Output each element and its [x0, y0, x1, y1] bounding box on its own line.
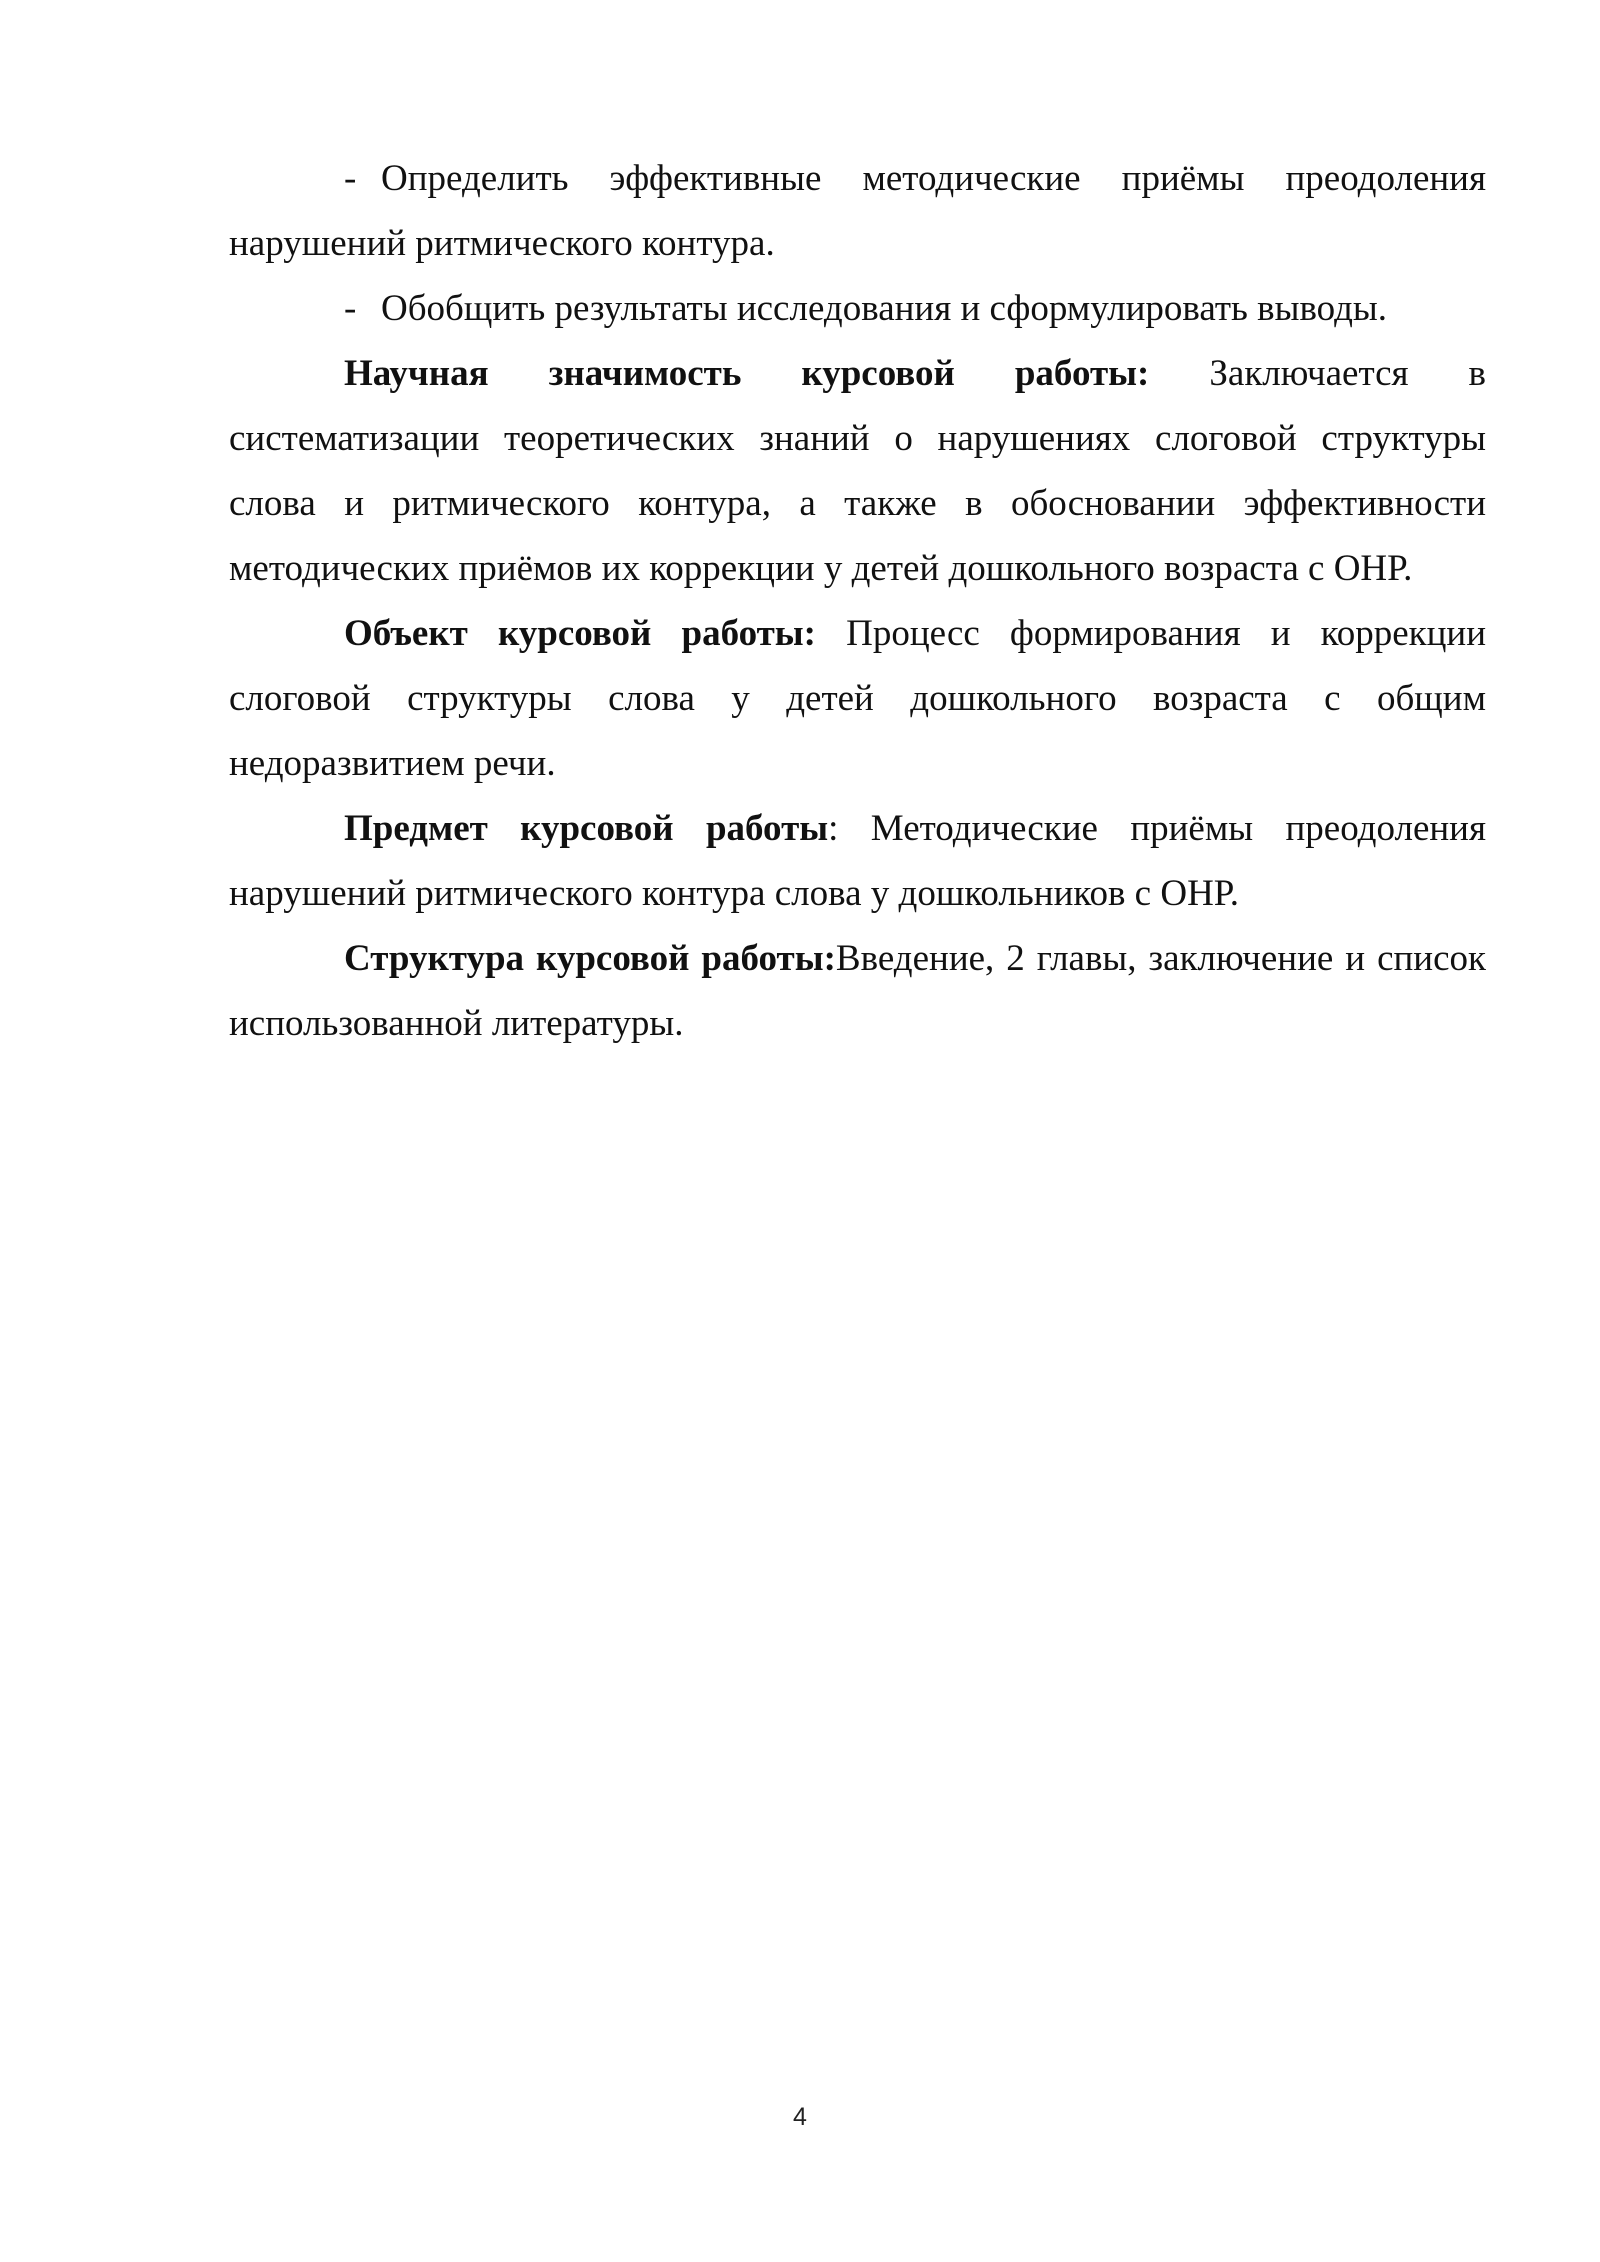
paragraph-scientific-significance [229, 341, 1486, 601]
paragraph-text: Введение, 2 главы, заключение и список использованной литературы. [229, 938, 1486, 1044]
list-item [229, 146, 1486, 276]
list-dash: - [344, 288, 357, 329]
list-item-text: Обобщить результаты исследования и сформулировать выводы. [381, 288, 1388, 329]
paragraph-label: Объект курсовой работы: [344, 613, 816, 654]
list-item [229, 276, 1486, 341]
page-number: 4 [793, 2103, 807, 2131]
document-body [229, 146, 1486, 1056]
paragraph-text: Методические приёмы преодоления нарушений ритмического контура слова у дошкольников с ОНР. [229, 808, 1486, 914]
paragraph-label: Научная значимость курсовой работы: [344, 353, 1150, 394]
paragraph-label: Предмет курсовой работы [344, 808, 829, 849]
paragraph-separator: : [828, 808, 871, 849]
paragraph-text: Процесс формирования и коррекции слоговой структуры слова у детей дошкольного возраста с общим недоразвитием речи. [229, 613, 1487, 784]
list-dash: - [344, 158, 357, 199]
paragraph-research-subject [229, 796, 1486, 926]
paragraph-work-structure [229, 926, 1486, 1056]
paragraph-text: Заключается в систематизации теоретических знаний о нарушениях слоговой структуры слова и ритмического контура, а также в обосновании эффективности методических приёмов их коррекции у детей дошкольного возраста с ОНР. [229, 353, 1487, 589]
list-item-text: Определить эффективные методические приёмы преодоления нарушений ритмического контура. [229, 158, 1486, 264]
paragraph-label: Структура курсовой работы: [344, 938, 836, 979]
paragraph-separator [1149, 353, 1209, 394]
paragraph-research-object [229, 601, 1486, 796]
paragraph-separator [816, 613, 846, 654]
